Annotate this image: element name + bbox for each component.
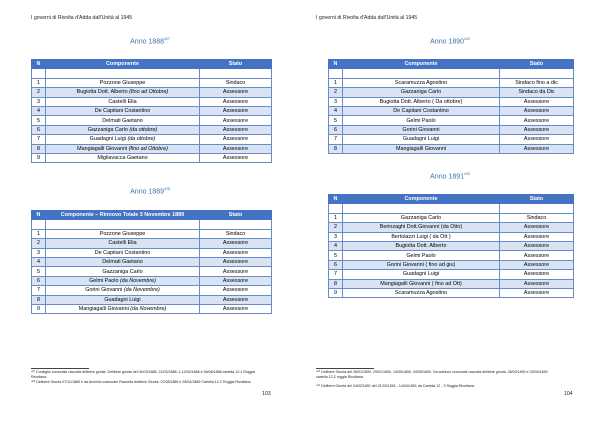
- header-n: N: [329, 195, 343, 204]
- row-number: 7: [329, 135, 343, 144]
- member-cell: [343, 260, 500, 269]
- member-name: De Capitani Costantino: [94, 249, 151, 256]
- member-cell: [46, 97, 200, 106]
- member-name: Gelmi Paolo: [89, 277, 119, 284]
- running-head: I governi di Rivolta d'Adda dall'Unità al 1945: [316, 15, 418, 21]
- table-row: [32, 88, 272, 97]
- role-status: Sindaco da Dic: [500, 88, 574, 97]
- table-row: [329, 279, 574, 288]
- member-cell: [343, 223, 500, 232]
- role-status: Assessore: [500, 270, 574, 279]
- table-row: [329, 288, 574, 297]
- role-status: Assessore: [200, 248, 272, 257]
- member-cell: [343, 125, 500, 134]
- member-cell: [46, 116, 200, 125]
- role-status: Assessore: [200, 257, 272, 266]
- role-status: Sindaco: [200, 229, 272, 238]
- table-row: [329, 78, 574, 87]
- member-name: Gorini Giovanni ( fino ad giu): [386, 261, 456, 268]
- empty-cell: [343, 69, 500, 78]
- year-title-text: Anno 1890: [430, 38, 465, 46]
- row-number: 1: [329, 213, 343, 222]
- role-status: Assessore: [200, 304, 272, 313]
- member-name: Gelmi Paolo: [406, 252, 436, 259]
- header-componente: Componente – Rinnovo Totale 3 Novembre 1889: [46, 211, 200, 220]
- member-name: De Capitani Costantino: [393, 108, 449, 115]
- member-cell: [343, 78, 500, 87]
- footnote-rule: [31, 368, 89, 369]
- role-status: Assessore: [500, 144, 574, 153]
- role-status: Assessore: [200, 239, 272, 248]
- role-status: Assessore: [200, 267, 272, 276]
- table-row: [32, 106, 272, 115]
- row-number: 7: [32, 286, 46, 295]
- table-row: [329, 106, 574, 115]
- table-row: [329, 223, 574, 232]
- member-note: (da ottobre): [129, 126, 158, 133]
- role-status: Assessore: [500, 223, 574, 232]
- member-cell: [46, 88, 200, 97]
- member-cell: [343, 106, 500, 115]
- row-number: 4: [32, 106, 46, 115]
- row-number: 8: [32, 144, 46, 153]
- row-number: 6: [32, 276, 46, 285]
- government-table-1889: [31, 210, 272, 314]
- footnote-ref: 428: [164, 187, 170, 191]
- member-name: Delmati Gaetano: [102, 117, 143, 124]
- member-note: (da Novembre): [123, 287, 160, 294]
- member-cell: [343, 241, 500, 250]
- table-spacer-row: [32, 69, 272, 78]
- row-number: 4: [329, 106, 343, 115]
- table-row: [329, 144, 574, 153]
- member-name: De Capitani Costantino: [94, 108, 151, 115]
- header-n: N: [329, 60, 343, 69]
- table-row: [32, 135, 272, 144]
- member-name: Scaramuzza Agostino: [394, 290, 448, 297]
- row-number: 5: [329, 251, 343, 260]
- row-number: 6: [329, 260, 343, 269]
- row-number: 1: [32, 229, 46, 238]
- empty-cell: [329, 69, 343, 78]
- year-title-1889: [60, 187, 240, 195]
- header-componente: Componente: [343, 60, 500, 69]
- table-row: [32, 97, 272, 106]
- footnote-427: ⁴²⁷ Consiglio comunale raccolta delibere giunta. Delibere giunta del 04/03/1888, 21/03/1888: 1-12/04/1888 e 06/08/1888 cartella 12-1 Roggia Rivoltana.: [31, 370, 255, 379]
- role-status: Assessore: [500, 288, 574, 297]
- member-cell: [46, 135, 200, 144]
- table-row: [329, 270, 574, 279]
- member-name: Mangiagalli Giovanni ( fino ad Ott): [380, 280, 462, 287]
- year-title-1888: [60, 37, 240, 45]
- row-number: 5: [32, 116, 46, 125]
- table-row: [32, 239, 272, 248]
- member-cell: [343, 288, 500, 297]
- empty-cell: [500, 69, 574, 78]
- footnote-430: ⁴³⁰ Delibere Giunta del 04/02/1891 del 21/03/1891 - 14/04/1891 da Cartella 12 - 3 Roggia Rivoltana.: [316, 384, 475, 388]
- member-cell: [46, 144, 200, 153]
- footnote-rule: [316, 368, 374, 369]
- member-cell: [343, 270, 500, 279]
- government-table-1890: [328, 59, 574, 154]
- row-number: 1: [32, 78, 46, 87]
- member-cell: [343, 116, 500, 125]
- member-name: Pozzone Giuseppe: [99, 230, 146, 237]
- row-number: 8: [32, 295, 46, 304]
- member-name: Bugiotta Dott. Alberto ( Da ottobre): [379, 98, 463, 105]
- member-cell: [46, 276, 200, 285]
- year-title-text: Anno 1891: [430, 173, 465, 181]
- member-cell: [46, 106, 200, 115]
- table-row: [329, 251, 574, 260]
- row-number: 2: [329, 223, 343, 232]
- empty-cell: [46, 69, 200, 78]
- member-name: Gazzaniga Carlo: [102, 268, 143, 275]
- member-cell: [343, 88, 500, 97]
- member-name: Mangiagalli Giovanni: [77, 145, 128, 152]
- member-name: Gorini Giovanni: [402, 126, 440, 133]
- table-row: [32, 248, 272, 257]
- member-note: (da Novembre): [130, 306, 167, 313]
- row-number: 6: [329, 125, 343, 134]
- role-status: Assessore: [500, 97, 574, 106]
- row-number: 7: [329, 270, 343, 279]
- member-cell: [46, 286, 200, 295]
- running-head: I governi di Rivolta d'Adda dall'Unità al 1945: [31, 15, 133, 21]
- member-name: Migliavacca Gaetano: [97, 155, 148, 162]
- table-row: [329, 241, 574, 250]
- table-row: [32, 267, 272, 276]
- header-stato: Stato: [500, 195, 574, 204]
- table-row: [32, 144, 272, 153]
- member-cell: [343, 97, 500, 106]
- member-cell: [46, 125, 200, 134]
- table-row: [329, 125, 574, 134]
- member-note: (fino ad Ottobre): [129, 89, 169, 96]
- member-name: Mangiagalli Giovanni: [78, 306, 129, 313]
- member-cell: [343, 279, 500, 288]
- row-number: 3: [32, 248, 46, 257]
- member-cell: [46, 229, 200, 238]
- member-cell: [343, 232, 500, 241]
- table-row: [329, 260, 574, 269]
- member-name: Mangiagalli Giovanni: [395, 145, 447, 152]
- role-status: Assessore: [200, 286, 272, 295]
- row-number: 4: [32, 257, 46, 266]
- member-name: Berinzaghi Dott.Giovanni (da Otto): [379, 224, 463, 231]
- row-number: 8: [329, 279, 343, 288]
- table-spacer-row: [329, 69, 574, 78]
- member-name: Delmati Gaetano: [102, 259, 143, 266]
- role-status: Assessore: [200, 125, 272, 134]
- role-status: Assessore: [200, 153, 272, 162]
- table-row: [32, 276, 272, 285]
- role-status: Assessore: [200, 116, 272, 125]
- empty-cell: [200, 220, 272, 229]
- member-cell: [343, 251, 500, 260]
- member-name: Guadagni Luigi: [89, 136, 126, 143]
- table-spacer-row: [32, 220, 272, 229]
- member-name: Castelli Elia: [108, 98, 137, 105]
- role-status: Sindaco: [200, 78, 272, 87]
- empty-cell: [500, 204, 574, 213]
- footnote-ref: 430: [464, 172, 470, 176]
- table-row: [32, 295, 272, 304]
- table-row: [32, 229, 272, 238]
- row-number: 9: [32, 304, 46, 313]
- role-status: Sindaco fino a dic: [500, 78, 574, 87]
- member-cell: [46, 78, 200, 87]
- row-number: 2: [329, 88, 343, 97]
- role-status: Assessore: [500, 125, 574, 134]
- row-number: 8: [329, 144, 343, 153]
- table-header-row: [32, 211, 272, 220]
- row-number: 9: [32, 153, 46, 162]
- table-row: [32, 78, 272, 87]
- empty-cell: [200, 69, 272, 78]
- member-cell: [46, 267, 200, 276]
- header-componente: Componente: [46, 60, 200, 69]
- member-cell: [343, 213, 500, 222]
- row-number: 3: [329, 97, 343, 106]
- member-cell: [46, 304, 200, 313]
- header-n: N: [32, 60, 46, 69]
- role-status: Assessore: [500, 135, 574, 144]
- role-status: Assessore: [500, 241, 574, 250]
- row-number: 6: [32, 125, 46, 134]
- member-name: Gazzaniga Carlo: [400, 214, 442, 221]
- page-104: [300, 0, 600, 424]
- table-row: [329, 213, 574, 222]
- year-title-text: Anno 1888: [130, 38, 165, 46]
- member-cell: [46, 239, 200, 248]
- footnote-428: ⁴²⁸ Delibere Giunta 07/11/1889 e da Archivio comunale Raccolta delibere Giunta. 07/08/1889 e 28/04/1889 Cartella 12-2 Roggia Rivoltana.: [31, 380, 252, 384]
- table-row: [329, 97, 574, 106]
- role-status: Sindaco: [500, 213, 574, 222]
- role-status: Assessore: [500, 232, 574, 241]
- member-name: Guadagni Luigi: [104, 296, 141, 303]
- role-status: Assessore: [200, 88, 272, 97]
- table-row: [32, 257, 272, 266]
- role-status: Assessore: [500, 116, 574, 125]
- empty-cell: [343, 204, 500, 213]
- table-header-row: [32, 60, 272, 69]
- role-status: Assessore: [500, 279, 574, 288]
- year-title-1891: [360, 172, 540, 180]
- page-number: 103: [262, 391, 271, 397]
- row-number: 3: [32, 97, 46, 106]
- row-number: 2: [32, 88, 46, 97]
- member-name: Scaramuzza Agostino: [394, 79, 448, 86]
- header-stato: Stato: [200, 211, 272, 220]
- empty-cell: [32, 69, 46, 78]
- row-number: 5: [329, 116, 343, 125]
- member-cell: [46, 153, 200, 162]
- member-cell: [343, 144, 500, 153]
- header-stato: Stato: [500, 60, 574, 69]
- member-name: Bugiotta Dott. Alberto: [395, 243, 447, 250]
- role-status: Assessore: [200, 97, 272, 106]
- member-name: Bugiotta Dott. Alberto: [76, 89, 128, 96]
- footnote-429: ⁴²⁹ Delibere Giunta del 26/01/1890, 29/01/1890, 14/05/1890, 04/05/1890. Da archivio comunale raccolta delibere giunta. 28/03/1890 e 29/04/1890 cartella 12-2 roggia Rivoltana.: [316, 370, 548, 379]
- role-status: Assessore: [500, 251, 574, 260]
- row-number: 4: [329, 241, 343, 250]
- row-number: 7: [32, 135, 46, 144]
- government-table-1888: [31, 59, 272, 163]
- footnote-ref: 427: [164, 37, 170, 41]
- header-n: N: [32, 211, 46, 220]
- role-status: Assessore: [200, 135, 272, 144]
- table-row: [32, 125, 272, 134]
- empty-cell: [46, 220, 200, 229]
- year-title-text: Anno 1889: [130, 188, 165, 196]
- table-header-row: [329, 195, 574, 204]
- row-number: 2: [32, 239, 46, 248]
- government-table-1891: [328, 194, 574, 298]
- table-row: [32, 304, 272, 313]
- member-cell: [343, 135, 500, 144]
- member-name: Gazzaniga Carlo: [87, 126, 128, 133]
- row-number: 3: [329, 232, 343, 241]
- member-name: Gorini Giovanni: [85, 287, 123, 294]
- table-header-row: [329, 60, 574, 69]
- empty-cell: [32, 220, 46, 229]
- member-name: Pozzone Giuseppe: [99, 79, 146, 86]
- header-componente: Componente: [343, 195, 500, 204]
- role-status: Assessore: [200, 144, 272, 153]
- table-row: [329, 232, 574, 241]
- row-number: 1: [329, 78, 343, 87]
- member-cell: [46, 248, 200, 257]
- role-status: Assessore: [500, 260, 574, 269]
- member-name: Bertolazzi Luigi ( da Ott ): [391, 233, 451, 240]
- role-status: Assessore: [200, 295, 272, 304]
- footnote-ref: 429: [464, 37, 470, 41]
- empty-cell: [329, 204, 343, 213]
- table-row: [32, 153, 272, 162]
- year-title-1890: [360, 37, 540, 45]
- table-row: [329, 116, 574, 125]
- member-name: Gazzaniga Carlo: [400, 89, 442, 96]
- header-stato: Stato: [200, 60, 272, 69]
- member-name: Castelli Elia: [108, 240, 137, 247]
- row-number: 5: [32, 267, 46, 276]
- table-row: [32, 286, 272, 295]
- role-status: Assessore: [200, 106, 272, 115]
- member-name: Guadagni Luigi: [402, 136, 440, 143]
- member-name: Guadagni Luigi: [402, 271, 440, 278]
- member-cell: [46, 257, 200, 266]
- member-cell: [46, 295, 200, 304]
- page-number: 104: [564, 391, 573, 397]
- member-name: Gelmi Paolo: [406, 117, 436, 124]
- member-note: (fino ad Ottobre): [128, 145, 168, 152]
- role-status: Assessore: [500, 106, 574, 115]
- row-number: 9: [329, 288, 343, 297]
- role-status: Assessore: [200, 276, 272, 285]
- member-note: (da ottobre): [127, 136, 156, 143]
- table-row: [329, 135, 574, 144]
- table-spacer-row: [329, 204, 574, 213]
- table-row: [32, 116, 272, 125]
- member-note: (da Novembre): [119, 277, 156, 284]
- table-row: [329, 88, 574, 97]
